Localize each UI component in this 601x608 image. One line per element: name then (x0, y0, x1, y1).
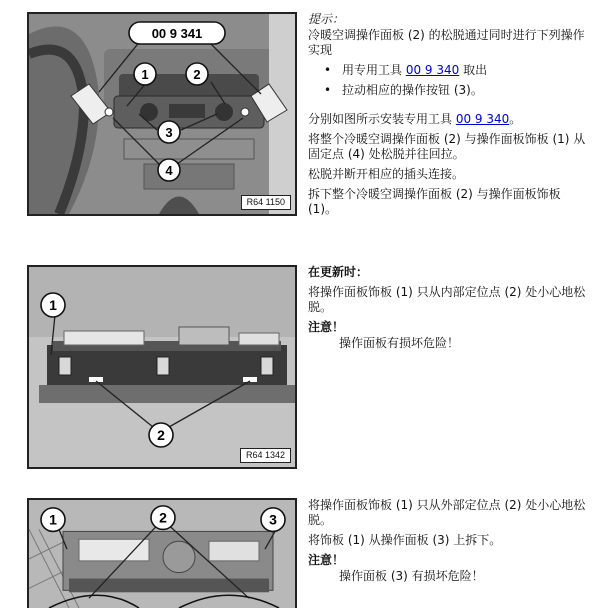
figure-2-panel-trim (27, 265, 297, 469)
bullet-text: 取出 (459, 63, 488, 77)
tool-callout-label: 00 9 341 (151, 26, 203, 41)
callout-2: 2 (159, 509, 167, 526)
paragraph-remove-trim: 将饰板 (1) 从操作面板 (3) 上拆下。 (308, 533, 502, 547)
section-1-text (308, 12, 593, 222)
tools-paragraph (308, 112, 593, 127)
figure-2-id: R64 1342 (240, 448, 291, 463)
bullet-text: 拉动相应的操作按钮 (3)。 (342, 83, 483, 97)
bullet-item-2 (324, 83, 593, 98)
figure-1-dashboard (27, 12, 297, 216)
callout-4: 4 (165, 163, 173, 178)
callout-3: 3 (165, 125, 173, 140)
section-3-text (308, 498, 593, 589)
paragraph-remove-panel: 拆下整个冷暖空调操作面板 (2) 与操作面板饰板 (1)。 (308, 187, 561, 216)
section-2-text (308, 265, 593, 356)
callout-3: 3 (269, 511, 277, 528)
figure-3-panel-trim (27, 498, 297, 608)
hint-label: 提示： (308, 12, 345, 26)
tool-link-00-9-340[interactable]: 00 9 340 (405, 63, 460, 77)
bullet-list (308, 63, 593, 98)
figure-1-illustration (29, 14, 295, 214)
callout-1: 1 (49, 297, 57, 313)
section-heading: 在更新时： (308, 265, 369, 279)
callout-1: 1 (49, 511, 57, 528)
note-label: 注意！ (308, 320, 345, 334)
figure-3-illustration (29, 500, 295, 608)
callout-2: 2 (157, 427, 165, 443)
note-text: 操作面板有损坏危险！ (339, 336, 460, 350)
bullet-item-1 (324, 63, 593, 78)
note-label: 注意！ (308, 553, 345, 567)
bullet-text: 用专用工具 (342, 63, 406, 77)
callout-1: 1 (141, 67, 149, 82)
figure-1-id: R64 1150 (241, 195, 291, 210)
paragraph-release-inner: 将操作面板饰板 (1) 只从内部定位点 (2) 处小心地松脱。 (308, 285, 586, 314)
tool-link-00-9-340[interactable]: 00 9 340 (455, 112, 510, 126)
tools-text: 。 (509, 112, 522, 126)
figure-2-illustration (29, 267, 295, 467)
paragraph-release-panel: 将整个冷暖空调操作面板 (2) 与操作面板饰板 (1) 从固定点 (4) 处松脱并往回拉。 (308, 132, 586, 161)
paragraph-disconnect-plugs: 松脱并断开相应的插头连接。 (308, 167, 465, 181)
note-text: 操作面板 (3) 有损坏危险！ (339, 569, 484, 583)
paragraph-release-outer: 将操作面板饰板 (1) 只从外部定位点 (2) 处小心地松脱。 (308, 498, 586, 527)
tools-text: 分别如图所示安装专用工具 (308, 112, 456, 126)
callout-2: 2 (193, 67, 201, 82)
hint-line: 冷暖空调操作面板 (2) 的松脱通过同时进行下列操作实现 (308, 28, 585, 57)
